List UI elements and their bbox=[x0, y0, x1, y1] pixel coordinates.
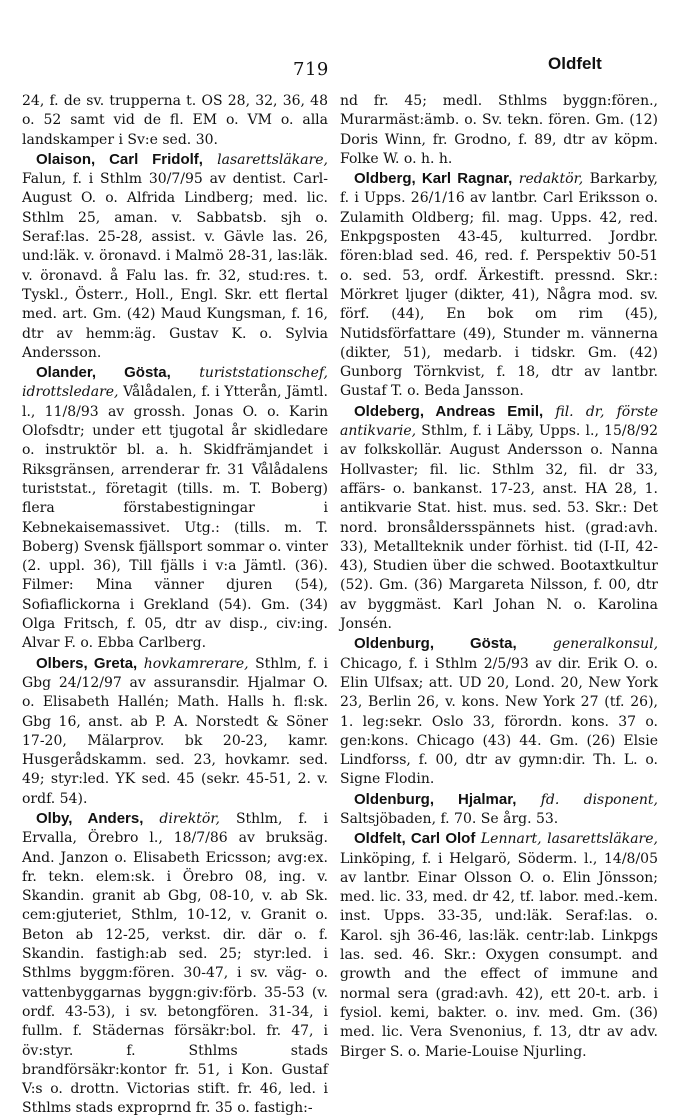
entry-title: Lennart, lasarettsläkare, bbox=[480, 831, 658, 848]
entry-text: Chicago, f. i Sthlm 2/5/93 av dir. Erik O. o. Elin Ulfsax; att. UD 20, Lond. 20, New York 23, Berlin 26, v. kons. New York 27 (tf. 26), 1. leg:sekr. Oslo 33, förordn. kons. 37 o. gen:kons. Chicago (43) 44. Gm. (26) Elsie Lindforss, f. 00, dtr av gymn:dir. Th. L. o. Signe Flodin. bbox=[340, 655, 658, 788]
entry-oldenburg-hjalmar bbox=[340, 790, 658, 830]
entry-text: 24, f. de sv. trupperna t. OS 28, 32, 36, 48 o. 52 samt vid de fl. EM o. VM o. alla landskamper i Sv:e sed. 30. bbox=[22, 93, 328, 148]
entry-name: Olander, Gösta, bbox=[36, 364, 171, 382]
page-number: 719 bbox=[293, 59, 329, 80]
entry-title: generalkonsul, bbox=[552, 636, 659, 653]
entry-name: Oldberg, Karl Ragnar, bbox=[354, 170, 513, 188]
entry-olaison bbox=[22, 150, 328, 363]
running-head: Oldfelt bbox=[548, 54, 602, 73]
entry-name: Oldfelt, Carl Olof bbox=[354, 830, 476, 848]
left-column bbox=[22, 92, 328, 1119]
entry-oldberg bbox=[340, 169, 658, 402]
entry-text: Sthlm, f. i Ervalla, Örebro l., 18/7/86 av bruksäg. And. Janzon o. Elisabeth Ericsson; avg:ex. fr. tekn. elem:sk. i Örebro 08, ing. v. Skandin. granit ab Gbg, 08-10, v. ab Sk. cem:gjuteriet, Sthlm, 10-12, v. Granit o. Beton ab 12-25, verkst. dir. där o. f. Skandin. fastigh:ab sed. 25; styr:led. i Sthlms byggm:fören. 30-47, i sv. väg- o. vattenbyggarnas byggn:giv:förb. 35-53 (v. ordf. 43-53), i sv. betongfören. 31-34, i fullm. f. Städernas försäkr:bol. fr. 47, i öv:styr. f. Sthlms stads brandförsäkr:kontor fr. 51, i Kon. Gustaf V:s o. drottn. Victorias stift. fr. 46, led. i Sthlms stads exproprnd fr. 35 o. fastigh:- bbox=[22, 810, 329, 1117]
entry-title: fil. dr, förste antikvarie, bbox=[340, 403, 658, 440]
entry-oldfelt bbox=[340, 829, 658, 1062]
entry-name: Oldenburg, Hjalmar, bbox=[354, 790, 517, 808]
entry-text: Falun, f. i Sthlm 30/7/95 av dentist. Carl-August O. o. Alfrida Lindberg; med. lic. Sthlm 25, aman. v. Sabbatsb. sjh o. Seraf:las. 25-28, assist. v. Gävle las. 26, und:läk. v. öronavd. i Malmö 28-31, las:läk. v. öronavd. å Falu las. fr. 32, stud:res. t. Tyskl., Österr., Holl., Engl. Skr. ett flertal med. art. Gm. (42) Maud Kungsman, f. 16, dtr av hemm:äg. Gustav K. o. Sylvia Andersson. bbox=[22, 171, 328, 361]
entry-oldeberg bbox=[340, 402, 658, 635]
entry-oldenburg-gosta bbox=[340, 634, 658, 789]
entry-name: Olby, Anders, bbox=[36, 809, 144, 827]
entry-text: Saltsjöbaden, f. 70. Se årg. 53. bbox=[340, 810, 559, 827]
entry-text: Sthlm, f. i Läby, Upps. l., 15/8/92 av folkskollär. August Andersson o. Nanna Hollvaster; fil. lic. Sthlm 32, fil. dr 33, affärs- o. bankanst. 17-23, anst. HA 28, 1. antikvarie Stat. hist. mus. sed. 53. Skr.: Det nord. bronsåldersspännets hist. (grad:avh. 33), Metallteknik under förhist. tid (I-II, 42-43), Studien über die schwed. Bootaxtkultur (52). Gm. (36) Margareta Nilsson, f. 00, dtr av byggmäst. Karl Johan N. o. Karolina Jonsén. bbox=[340, 423, 659, 633]
right-column bbox=[340, 92, 658, 1062]
entry-text: Barkarby, f. i Upps. 26/1/16 av lantbr. Carl Eriksson o. Zulamith Oldberg; fil. mag. Upps. 42, red. Enkpgsposten 43-45, kulturred. Jordbr. fören:blad sed. 46, red. f. Perspektiv 50-51 o. sed. 53, ordf. Ärkestift. pressnd. Skr.: Mörkret ljuger (dikter, 41), Några mod. sv. förf. (44), En bok om rim (45), Nutidsförfattare (49), Stunder m. vännerna (dikter, 51), medarb. i tidskr. Gm. (42) Gunborg Törnkvist, f. 18, dtr av lantbr. Gustaf T. o. Beda Jansson. bbox=[340, 171, 658, 400]
entry-title: redaktör, bbox=[518, 171, 584, 188]
entry-text: Vålådalen, f. i Ytterån, Jämtl. l., 11/8/93 av grossh. Jonas O. o. Karin Olofsdtr; under ett tjugotal år skidledare o. instruktör bl. a. h. Skidfrämjandet i Riksgränsen, arrenderar fr. 31 Vålådalens turiststat., företagit (tills. m. T. Boberg) flera förstabestigningar i Kebnekaisemassivet. Utg.: (tills. m. T. Boberg) Svensk fjällsport sommar o. vinter (2. uppl. 36), Till fjälls i v:a Jämtl. (36). Filmer: Mina vänner djuren (54), Sofiaflickorna i Grekland (54). Gm. (34) Olga Fritsch, f. 05, dtr av disp., civ:ing. Alvar F. o. Ebba Carlberg. bbox=[22, 384, 328, 652]
entry-name: Olaison, Carl Fridolf, bbox=[36, 150, 203, 168]
entry-title: turiststationschef, idrottsledare, bbox=[22, 365, 328, 401]
entry-title: lasarettsläkare, bbox=[217, 151, 328, 168]
entry-title: fd. disponent, bbox=[540, 791, 659, 808]
entry-olby bbox=[22, 809, 328, 1119]
entry-continued-right bbox=[340, 92, 658, 169]
entry-olander bbox=[22, 363, 328, 653]
entry-text: Sthlm, f. i Gbg 24/12/97 av assuransdir. Hjalmar O. o. Elisabeth Hallén; Math. Halls h. fl:sk. Gbg 16, anst. ab P. A. Norstedt & Söner 17-20, Mälarprov. bk 20-23, kamr. Husgerådskamm. sed. 23, hovkamr. sed. 49; styr:led. YK sed. 45 (sekr. 45-51, 2. v. ordf. 54). bbox=[22, 655, 329, 807]
entry-name: Oldenburg, Gösta, bbox=[354, 635, 517, 653]
entry-title: direktör, bbox=[159, 810, 220, 827]
entry-text: Linköping, f. i Helgarö, Söderm. l., 14/8/05 av lantbr. Einar Olsson O. o. Elin Jönsson; med. lic. 33, med. dr 42, tf. labor. med.-kem. inst. Upps. 33-35, und:läk. Seraf:las. o. Karol. sjh 36-46, las:läk. centr:lab. Linkpgs las. sed. 46. Skr.: Oxygen consumpt. and growth and the effect of immune and normal sera (grad:avh. 42), ett 20-t. arb. i fysiol. kemi, bakter. o. inv. med. Gm. (36) med. lic. Vera Svenonius, f. 13, dtr av adv. Birger S. o. Marie-Louise Njurling. bbox=[340, 850, 658, 1060]
entry-olbers bbox=[22, 654, 328, 809]
entry-name: Olbers, Greta, bbox=[36, 654, 138, 672]
entry-continued bbox=[22, 92, 328, 150]
entry-text: nd fr. 45; medl. Sthlms byggn:fören., Murarmäst:ämb. o. Sv. tekn. fören. Gm. (12) Doris Winn, fr. Grodno, f. 89, dtr av köpm. Folke W. o. h. h. bbox=[340, 93, 658, 167]
entry-name: Oldeberg, Andreas Emil, bbox=[354, 402, 544, 420]
entry-title: hovkamrerare, bbox=[143, 655, 249, 672]
